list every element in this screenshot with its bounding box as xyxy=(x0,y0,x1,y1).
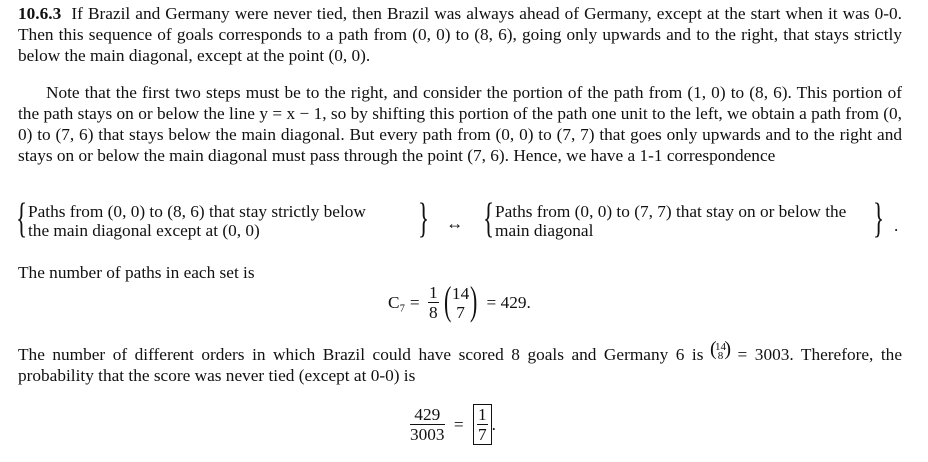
paragraph-intro xyxy=(18,3,902,66)
formula-fraction xyxy=(428,283,439,322)
probability-numerator: 429 xyxy=(410,405,445,425)
catalan-formula xyxy=(388,277,531,333)
boxed-answer xyxy=(473,404,492,445)
paths-count-intro: The number of paths in each set is xyxy=(18,263,255,282)
right-brace-open: { xyxy=(483,196,495,242)
inline-binomial-top: 14 xyxy=(715,341,726,353)
right-set xyxy=(483,196,905,247)
fraction-denominator: 8 xyxy=(428,303,438,322)
probability-fraction xyxy=(410,405,445,444)
binomial-bottom: 7 xyxy=(456,302,465,322)
formula-binomial: ( 14 7 ) xyxy=(443,277,478,323)
binomial-top: 14 xyxy=(451,283,470,303)
inline-binomial-bottom: 8 xyxy=(717,350,724,362)
paragraph-orders-start: The number of different orders in which Brazil could have scored 8 goals and Germany 6 is xyxy=(18,345,704,364)
left-set-line2: the main diagonal except at (0, 0) xyxy=(28,221,260,240)
left-brace-open: { xyxy=(16,196,28,242)
right-brace-close: } xyxy=(873,196,885,242)
probability-denominator: 3003 xyxy=(410,425,445,444)
final-probability xyxy=(410,404,496,445)
equals-sign: = xyxy=(453,415,464,434)
right-set-line2: main diagonal xyxy=(495,221,594,240)
period-after-brace: . xyxy=(894,216,899,235)
final-period: . xyxy=(491,415,496,434)
formula-lhs: C₇ = xyxy=(388,293,420,312)
answer-denominator: 7 xyxy=(477,425,487,444)
paragraph-shift: Note that the first two steps must be to the right, and consider the portion of the path from (1, 0) to (8, 6). This portion of the path stays on or below the line y = x − 1, so by shifting this portion of the path one unit to the left, we obtain a path from (0, 0) to (7, 6) that stays below the main diagonal. But every path from (0, 0) to (7, 7) that goes only upwards and to the right and stays on or below the main diagonal must pass through the point (7, 6). Hence, we have a 1-1 correspondence xyxy=(18,83,902,165)
left-brace-close: } xyxy=(418,196,430,242)
answer-numerator: 1 xyxy=(477,405,487,424)
correspondence-arrow: ↔ xyxy=(446,214,464,233)
paragraph-intro-text: If Brazil and Germany were never tied, then Brazil was always ahead of Germany, except at the start when it was 0-0. Then this sequence of goals corresponds to a path from (0, 0) to (8, 6), going only upwards and to the right, that stays strictly below the main diagonal, except at the point (0, 0). xyxy=(18,4,902,65)
left-set xyxy=(16,196,433,247)
right-set-line1: Paths from (0, 0) to (7, 7) that stay on or below the xyxy=(495,202,847,221)
left-set-line1: Paths from (0, 0) to (8, 6) that stay strictly below xyxy=(28,202,366,221)
section-number: 10.6.3 xyxy=(18,4,62,23)
paragraph-orders xyxy=(18,338,902,386)
formula-rhs: = 429. xyxy=(486,293,531,312)
answer-fraction xyxy=(477,405,488,444)
fraction-numerator: 1 xyxy=(428,283,438,302)
paragraph-orders-end: = 3003. Therefore, the probability that the score was never tied (except at 0-0) is xyxy=(18,345,902,385)
inline-binomial: ( 14 8 ) xyxy=(710,338,731,362)
